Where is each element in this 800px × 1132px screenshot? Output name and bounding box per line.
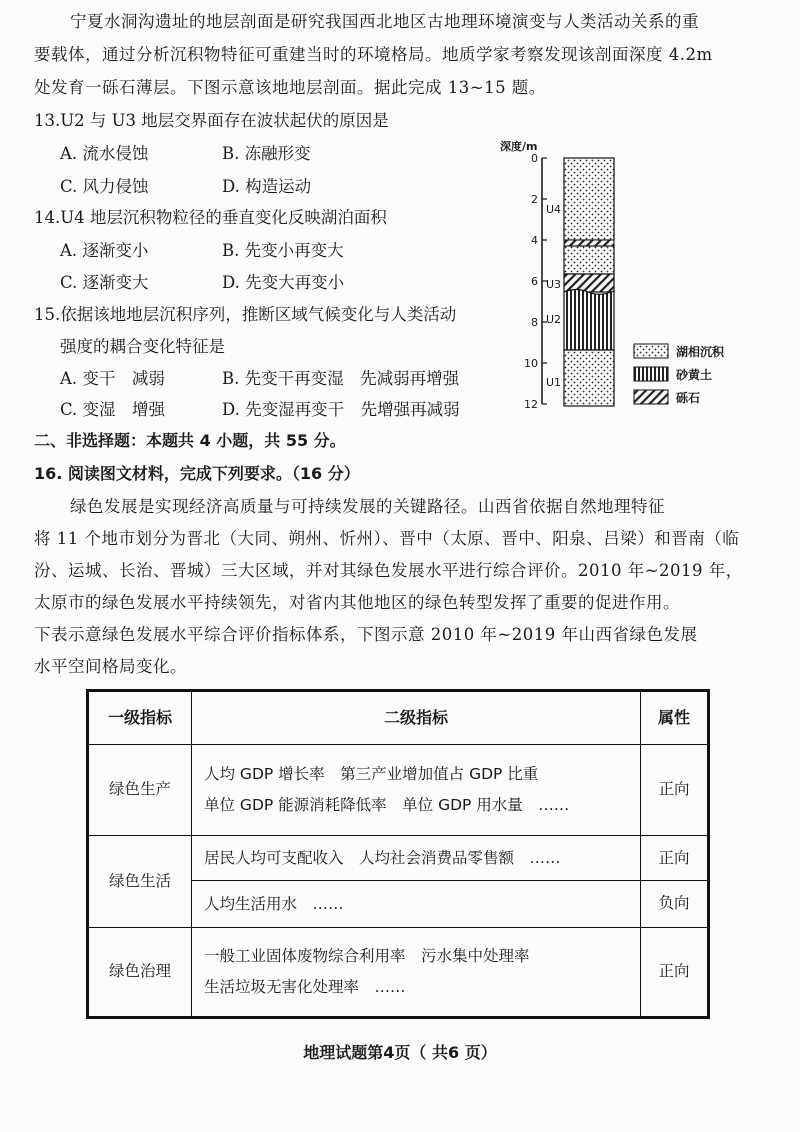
legend-swatch-gravel [634, 390, 668, 404]
table-row [88, 927, 709, 1017]
secondary-line: 人均 GDP 增长率 第三产业增加值占 GDP 比重 [204, 765, 539, 784]
secondary-line: 人均生活用水 …… [204, 894, 344, 913]
table-header-row [88, 691, 709, 745]
table-cell-primary: 绿色生产 [88, 745, 192, 836]
depth-tick-label: 6 [531, 275, 538, 288]
q14-option-a[interactable]: A. 逐渐变小 [60, 241, 149, 260]
layer-label-u1: U1 [546, 376, 562, 389]
secondary-line: 居民人均可支配收入 人均社会消费品零售额 …… [204, 848, 561, 867]
layer-gravel-thin [564, 240, 614, 246]
q16-para-line-4: 太原市的绿色发展水平持续领先，对省内其他地区的绿色转型发挥了重要的促进作用。 [34, 593, 680, 612]
depth-tick-label: 0 [531, 152, 538, 165]
table-cell-attribute: 负向 [641, 881, 709, 927]
stratigraphic-profile-figure [498, 138, 798, 418]
table-cell-secondary [192, 836, 641, 881]
table-cell-secondary [192, 881, 641, 927]
q13-text: U2 与 U3 地层交界面存在波状起伏的原因是 [60, 111, 389, 130]
q16-para-line-6: 水平空间格局变化。 [34, 657, 187, 676]
depth-tick-label: 2 [531, 193, 538, 206]
layer-label-u3: U3 [546, 278, 562, 291]
depth-tick-label: 4 [531, 234, 538, 247]
q14-option-c[interactable]: C. 逐渐变大 [60, 273, 149, 292]
depth-tick-label: 10 [524, 357, 538, 370]
q14-stem [34, 210, 387, 227]
table-cell-attribute: 正向 [641, 745, 709, 836]
q15-option-c[interactable]: C. 变湿 增强 [60, 400, 166, 419]
q14-number: 14. [34, 208, 61, 227]
q16-para-line-1: 绿色发展是实现经济高质量与可持续发展的关键路径。山西省依据自然地理特征 [70, 497, 665, 516]
table-header-primary: 一级指标 [88, 691, 192, 745]
q13-option-c[interactable]: C. 风力侵蚀 [60, 177, 149, 196]
intro-line-3: 处发育一砾石薄层。下图示意该地地层剖面。据此完成 13~15 题。 [34, 78, 546, 97]
table-cell-secondary [192, 927, 641, 1017]
q14-option-b[interactable]: B. 先变小再变大 [222, 241, 344, 260]
q15-number: 15. [34, 305, 61, 324]
table-cell-attribute: 正向 [641, 927, 709, 1017]
depth-ticks [524, 152, 547, 411]
page-footer: 地理试题第4页（ 共6 页） [303, 1043, 497, 1062]
layer-u2 [564, 290, 614, 351]
table-cell-attribute: 正向 [641, 836, 709, 881]
section-2-heading: 二、非选择题：本题共 4 小题，共 55 分。 [34, 431, 346, 450]
depth-axis-title: 深度/m [500, 140, 538, 153]
q15-option-d[interactable]: D. 先变湿再变干 先增强再减弱 [222, 400, 460, 419]
table-row [88, 745, 709, 836]
layer-u4-lower [564, 246, 614, 274]
q16-title: 16. 阅读图文材料，完成下列要求。（16 分） [34, 464, 360, 483]
layer-u1 [564, 350, 614, 406]
q13-option-b[interactable]: B. 冻融形变 [222, 144, 311, 163]
q16-para-line-2: 将 11 个地市划分为晋北（大同、朔州、忻州）、晋中（太原、晋中、阳泉、吕梁）和晋南（临 [34, 529, 740, 548]
q15-option-a[interactable]: A. 变干 减弱 [60, 369, 165, 388]
q13-stem [34, 113, 389, 130]
table-cell-primary: 绿色生活 [88, 836, 192, 927]
q13-number: 13. [34, 111, 61, 130]
table-header-secondary: 二级指标 [192, 691, 641, 745]
secondary-line: 单位 GDP 能源消耗降低率 单位 GDP 用水量 …… [204, 796, 570, 815]
intro-line-2: 要载体，通过分析沉积物特征可重建当时的环境格局。地质学家考察发现该剖面深度 4.2m [34, 45, 713, 64]
layer-label-u2: U2 [546, 313, 562, 326]
layer-label-u4: U4 [546, 203, 562, 216]
intro-line-1: 宁夏水洞沟遗址的地层剖面是研究我国西北地区古地理环境演变与人类活动关系的重 [70, 12, 699, 31]
legend-swatch-lacustrine [634, 344, 668, 358]
layer-labels [546, 203, 561, 389]
layer-u4-upper [564, 158, 614, 240]
table-cell-secondary [192, 745, 641, 836]
legend-label-gravel: 砾石 [676, 391, 701, 405]
table-row [88, 836, 709, 881]
q14-option-d[interactable]: D. 先变大再变小 [222, 273, 345, 292]
q13-option-a[interactable]: A. 流水侵蚀 [60, 144, 149, 163]
secondary-line: 一般工业固体废物综合利用率 污水集中处理率 [204, 946, 530, 965]
q15-stem-line-2: 强度的耦合变化特征是 [60, 337, 225, 356]
legend-label-loess: 砂黄土 [676, 368, 713, 382]
secondary-line: 生活垃圾无害化处理率 …… [204, 977, 406, 996]
q14-text: U4 地层沉积物粒径的垂直变化反映湖泊面积 [60, 208, 387, 227]
q16-para-line-5: 下表示意绿色发展水平综合评价指标体系，下图示意 2010 年~2019 年山西省绿色发展 [34, 625, 698, 644]
q15-option-b[interactable]: B. 先变干再变湿 先减弱再增强 [222, 369, 460, 388]
indicator-table [86, 689, 710, 1019]
q15-stem-line-1 [34, 307, 456, 324]
table-cell-primary: 绿色治理 [88, 927, 192, 1017]
legend-swatch-loess [634, 367, 668, 381]
depth-tick-label: 8 [531, 316, 538, 329]
depth-tick-label: 12 [524, 398, 538, 411]
legend-label-lacustrine: 湖相沉积 [676, 345, 725, 359]
table-header-attribute: 属性 [641, 691, 709, 745]
profile-svg [498, 138, 798, 418]
q15-text-1: 依据该地地层沉积序列，推断区域气候变化与人类活动 [60, 305, 457, 324]
q13-option-d[interactable]: D. 构造运动 [222, 177, 312, 196]
q16-para-line-3: 汾、运城、长治、晋城）三大区域，并对其绿色发展水平进行综合评价。2010 年~2019 年， [34, 561, 743, 580]
